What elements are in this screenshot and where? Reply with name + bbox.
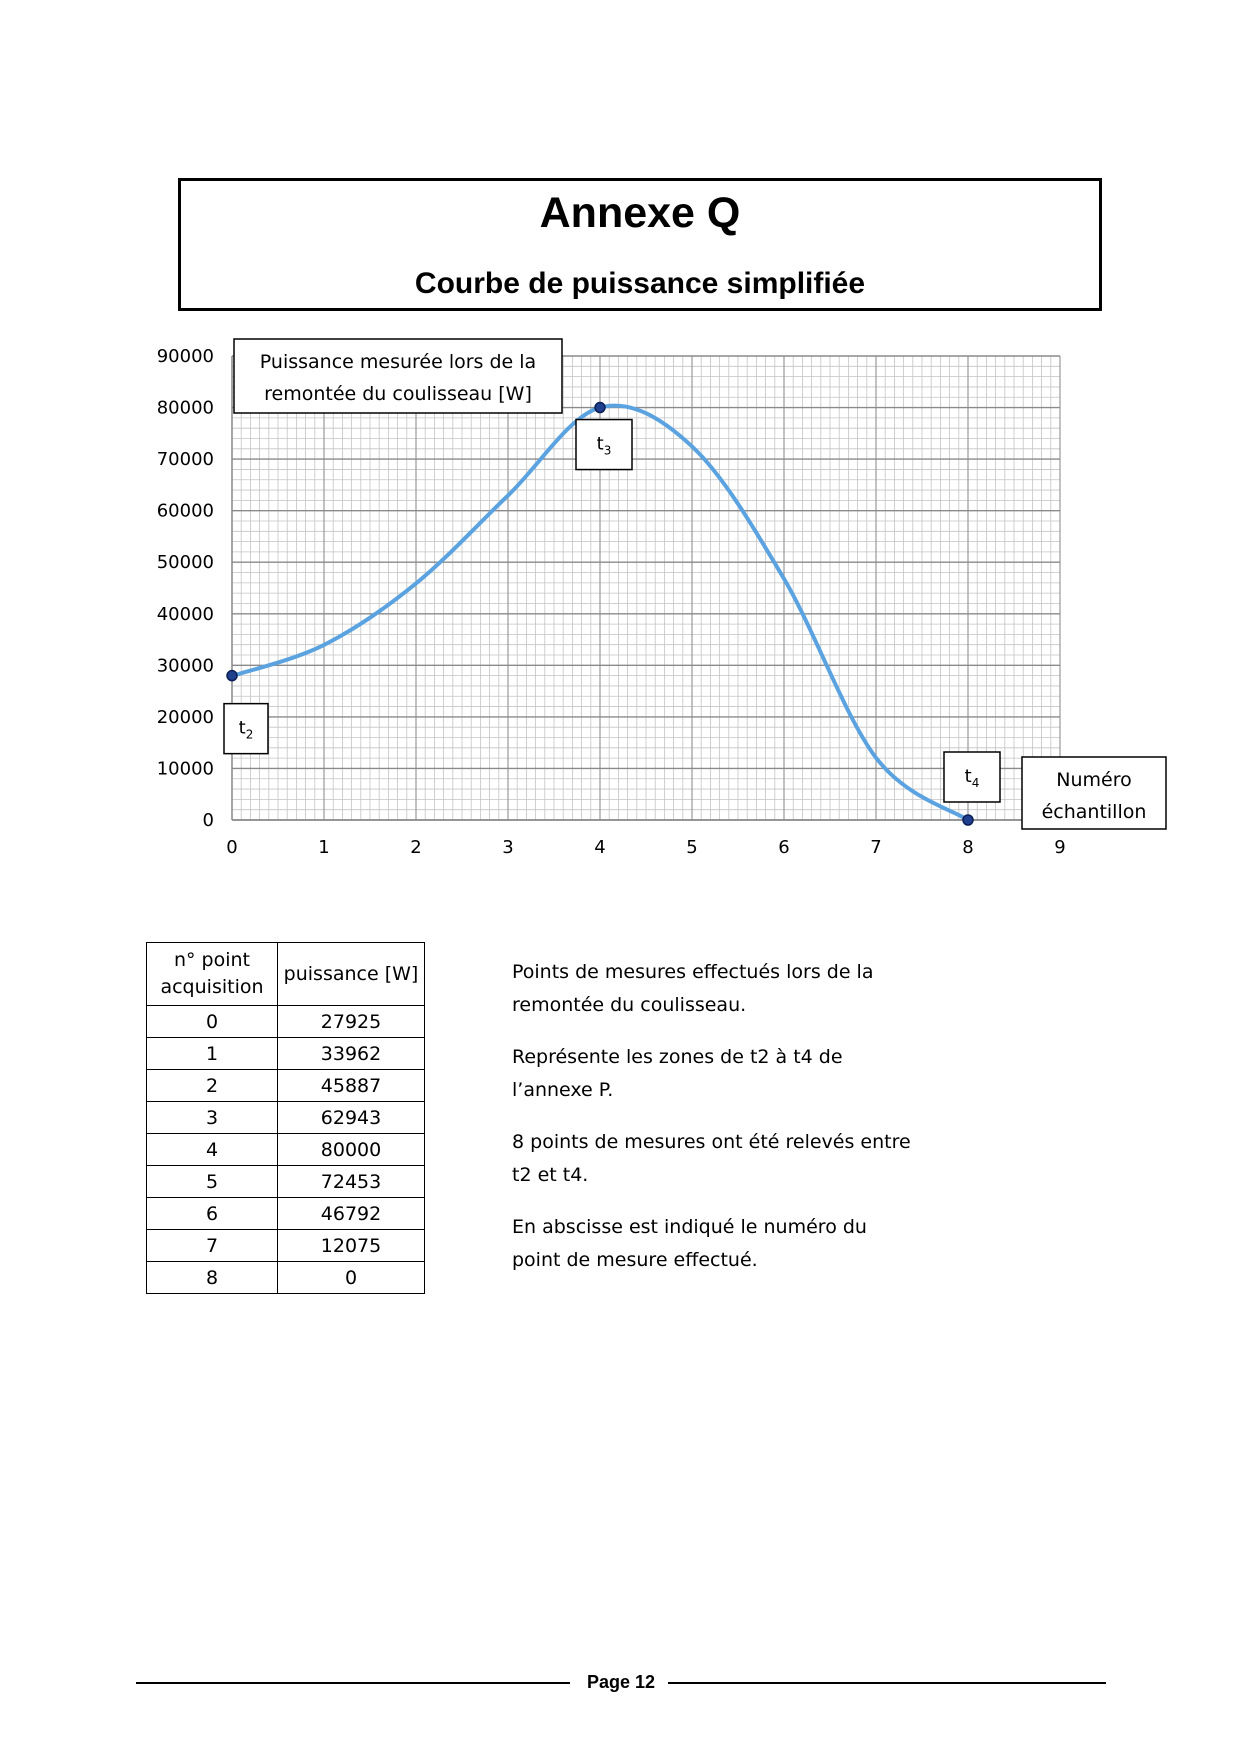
- y-tick-label: 0: [202, 810, 214, 831]
- header-point: [147, 943, 278, 1006]
- grid-minor: [232, 356, 1060, 820]
- header-point-line1: n° point: [173, 949, 251, 971]
- table-row: [147, 1262, 425, 1294]
- chart-title-line: remontée du coulisseau [W]: [264, 383, 532, 405]
- cell-power: 80000: [278, 1134, 425, 1166]
- y-tick-labels: [157, 346, 214, 831]
- measurement-table-wrap: [146, 942, 425, 1294]
- note-paragraph: 8 points de mesures ont été relevés entre t2 et t4.: [512, 1131, 911, 1186]
- page-footer: [136, 1668, 1106, 1698]
- cell-point: 1: [147, 1038, 278, 1070]
- table-header-row: [147, 943, 425, 1006]
- cell-point: 0: [147, 1006, 278, 1038]
- cell-point: 6: [147, 1198, 278, 1230]
- measurement-table: [146, 942, 425, 1294]
- x-tick-label: 2: [410, 837, 422, 858]
- data-point-marker: [227, 671, 237, 681]
- cell-point: 4: [147, 1134, 278, 1166]
- table-row: [147, 1038, 425, 1070]
- x-tick-label: 7: [870, 837, 882, 858]
- note-paragraph: En abscisse est indiqué le numéro du point de mesure effectué.: [512, 1216, 867, 1271]
- table-row: [147, 1102, 425, 1134]
- table-row: [147, 1070, 425, 1102]
- cell-power: 62943: [278, 1102, 425, 1134]
- x-tick-label: 3: [502, 837, 514, 858]
- chart-title-line: Puissance mesurée lors de la: [259, 351, 537, 373]
- cell-point: 3: [147, 1102, 278, 1134]
- x-tick-label: 8: [962, 837, 974, 858]
- y-tick-label: 40000: [156, 603, 214, 625]
- cell-power: 12075: [278, 1230, 425, 1262]
- y-tick-label: 30000: [156, 655, 214, 677]
- table-row: [147, 1006, 425, 1038]
- table-row: [147, 1166, 425, 1198]
- x-tick-label: 1: [318, 837, 330, 858]
- y-tick-label: 70000: [156, 449, 214, 471]
- header-power: puissance [W]: [278, 943, 425, 1006]
- header-point-line2: acquisition: [160, 976, 264, 998]
- footer-rule-right: [668, 1682, 1106, 1684]
- cell-power: 27925: [278, 1006, 425, 1038]
- x-tick-label: 4: [594, 837, 606, 858]
- y-tick-label: 90000: [156, 346, 214, 367]
- note-paragraph: Représente les zones de t2 à t4 de l’annexe P.: [512, 1046, 843, 1101]
- page-title: Annexe Q: [539, 189, 741, 237]
- y-tick-label: 80000: [156, 397, 214, 419]
- y-tick-label: 60000: [156, 500, 214, 522]
- notes: [512, 956, 912, 1296]
- cell-power: 33962: [278, 1038, 425, 1070]
- y-tick-label: 10000: [156, 758, 214, 780]
- x-axis-label-line: Numéro: [1056, 769, 1132, 791]
- x-axis-label-line: échantillon: [1041, 801, 1147, 823]
- cell-point: 7: [147, 1230, 278, 1262]
- table-row: [147, 1198, 425, 1230]
- table-row: [147, 1230, 425, 1262]
- data-point-marker: [963, 815, 973, 825]
- page-number: Page 12: [586, 1672, 656, 1692]
- cell-power: 0: [278, 1262, 425, 1294]
- x-tick-label: 0: [226, 837, 238, 858]
- cell-power: 46792: [278, 1198, 425, 1230]
- cell-point: 2: [147, 1070, 278, 1102]
- x-tick-label: 6: [778, 837, 790, 858]
- y-tick-label: 50000: [156, 552, 214, 574]
- y-tick-label: 20000: [156, 706, 214, 728]
- page-subtitle: Courbe de puissance simplifiée: [414, 267, 866, 300]
- annotation-label: $t_3$: [596, 433, 612, 458]
- cell-point: 8: [147, 1262, 278, 1294]
- x-tick-label: 9: [1054, 837, 1066, 858]
- x-tick-labels: [226, 837, 1065, 858]
- annotation-label: $t_2$: [238, 717, 254, 742]
- data-point-marker: [595, 403, 605, 413]
- chart-labels: [224, 339, 1166, 829]
- cell-power: 45887: [278, 1070, 425, 1102]
- note-paragraph: Points de mesures effectués lors de la remontée du coulisseau.: [512, 961, 874, 1016]
- table-row: [147, 1134, 425, 1166]
- annotation-label: $t_4$: [964, 766, 980, 790]
- cell-point: 5: [147, 1166, 278, 1198]
- x-tick-label: 5: [686, 837, 698, 858]
- cell-power: 72453: [278, 1166, 425, 1198]
